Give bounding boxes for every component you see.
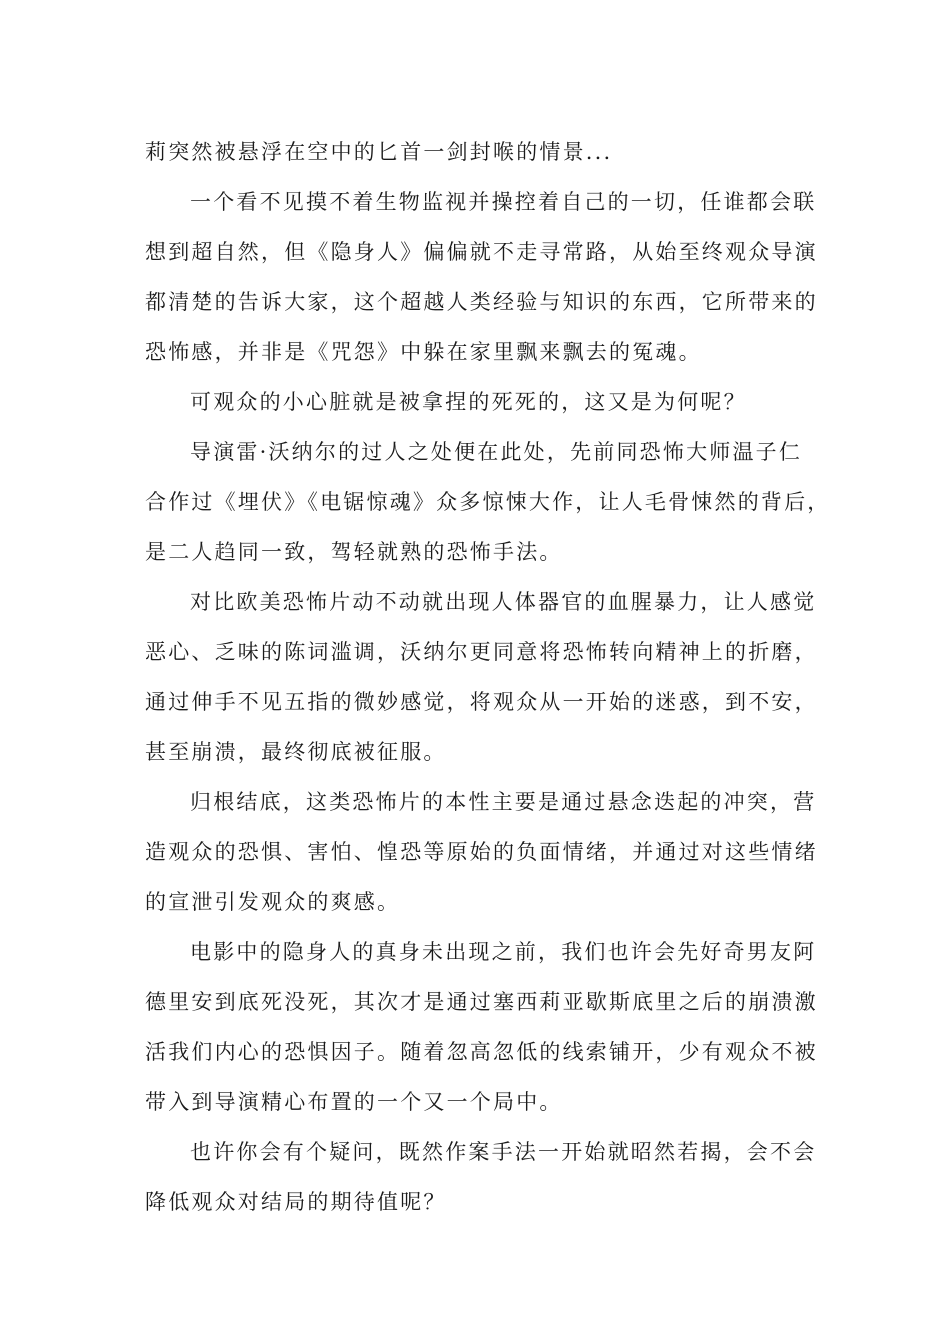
text-line: 恐怖感，并非是《咒怨》中躲在家里飘来飘去的冤魂。 — [145, 340, 702, 364]
text-line: 降低观众对结局的期待值呢？ — [145, 1190, 447, 1214]
text-line: 电影中的隐身人的真身未出现之前，我们也许会先好奇男友阿 — [190, 940, 817, 964]
text-line: 甚至崩溃，最终彻底被征服。 — [145, 740, 447, 764]
text-line: 可观众的小心脏就是被拿捏的死死的，这又是为何呢？ — [190, 390, 747, 414]
text-line: 带入到导演精心布置的一个又一个局中。 — [145, 1090, 563, 1114]
text-line: 活我们内心的恐惧因子。随着忽高忽低的线索铺开，少有观众不被 — [145, 1040, 818, 1064]
text-line: 都清楚的告诉大家，这个超越人类经验与知识的东西，它所带来的 — [145, 290, 818, 314]
text-line: 归根结底，这类恐怖片的本性主要是通过悬念迭起的冲突，营 — [190, 790, 817, 814]
text-line: 想到超自然，但《隐身人》偏偏就不走寻常路，从始至终观众导演 — [145, 240, 818, 264]
text-line: 对比欧美恐怖片动不动就出现人体器官的血腥暴力，让人感觉 — [190, 590, 817, 614]
text-line: 合作过《埋伏》《电锯惊魂》众多惊悚大作，让人毛骨悚然的背后， — [145, 490, 831, 514]
text-line: 也许你会有个疑问，既然作案手法一开始就昭然若揭，会不会 — [190, 1140, 817, 1164]
text-line: 恶心、乏味的陈词滥调，沃纳尔更同意将恐怖转向精神上的折磨， — [145, 640, 818, 664]
text-line: 的宣泄引发观众的爽感。 — [145, 890, 401, 914]
text-line: 是二人趋同一致，驾轻就熟的恐怖手法。 — [145, 540, 563, 564]
text-line: 莉突然被悬浮在空中的匕首一剑封喉的情景... — [145, 140, 613, 164]
text-line: 造观众的恐惧、害怕、惶恐等原始的负面情绪，并通过对这些情绪 — [145, 840, 818, 864]
text-line: 通过伸手不见五指的微妙感觉，将观众从一开始的迷惑，到不安， — [145, 690, 818, 714]
text-line: 德里安到底死没死，其次才是通过塞西莉亚歇斯底里之后的崩溃激 — [145, 990, 818, 1014]
text-line: 一个看不见摸不着生物监视并操控着自己的一切，任谁都会联 — [190, 190, 817, 214]
text-line: 导演雷·沃纳尔的过人之处便在此处，先前同恐怖大师温子仁 — [190, 440, 803, 464]
